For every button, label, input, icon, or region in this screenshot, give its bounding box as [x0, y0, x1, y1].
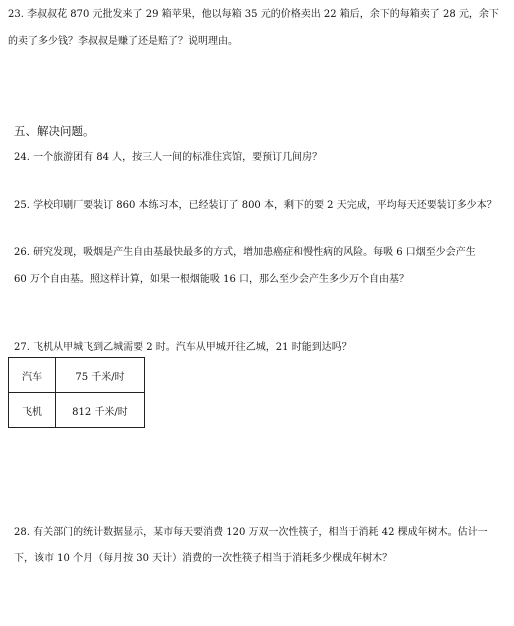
q28-line-2: 下，该市 10 个月（每月按 30 天计）消费的一次性筷子相当于消耗多少棵成年树木？ — [14, 553, 393, 564]
speed-table — [8, 357, 145, 428]
vehicle-cell: 汽车 — [9, 358, 56, 393]
q28-line-1: 28. 有关部门的统计数据显示，某市每天要消费 120 万双一次性筷子，相当于消耗 42 棵成年树木。估计一 — [14, 527, 488, 538]
vehicle-cell: 飞机 — [9, 393, 56, 428]
q24-text: 24. 一个旅游团有 84 人，按三人一间的标准住宾馆，要预订几间房？ — [14, 152, 323, 163]
q23-line-2: 的卖了多少钱？李叔叔是赚了还是赔了？说明理由。 — [8, 36, 238, 47]
section-title: 五、解决问题。 — [14, 124, 95, 138]
table-row — [9, 358, 145, 393]
speed-cell: 75 千米/时 — [56, 358, 145, 393]
table-row — [9, 393, 145, 428]
speed-cell: 812 千米/时 — [56, 393, 145, 428]
q26-line-1: 26. 研究发现，吸烟是产生自由基最快最多的方式，增加患癌症和慢性病的风险。每吸 6 口烟至少会产生 — [14, 247, 476, 258]
q25-text: 25. 学校印刷厂要装订 860 本练习本，已经装订了 800 本，剩下的要 2 天完成，平均每天还要装订多少本？ — [14, 200, 497, 211]
q26-line-2: 60 万个自由基。照这样计算，如果一根烟能吸 16 口，那么至少会产生多少万个自由基？ — [14, 274, 409, 285]
q23-line-1: 23. 李叔叔花 870 元批发来了 29 箱苹果，他以每箱 35 元的价格卖出 22 箱后，余下的每箱卖了 28 元，余下 — [8, 9, 499, 20]
q27-text: 27. 飞机从甲城飞到乙城需要 2 时。汽车从甲城开往乙城，21 时能到达吗？ — [14, 342, 352, 353]
